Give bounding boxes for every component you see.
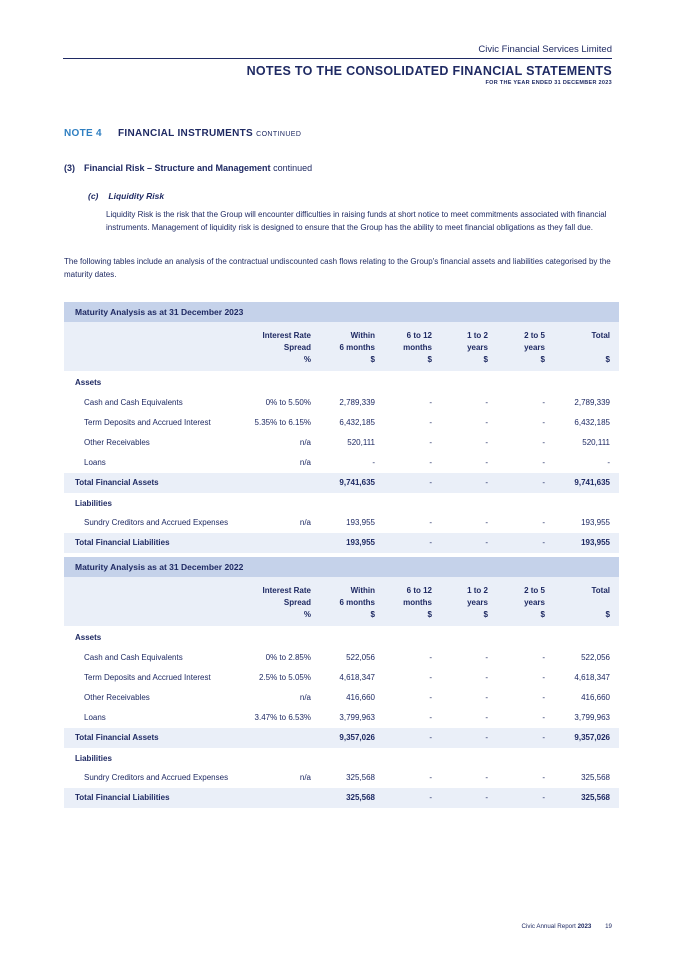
value-cell: -	[542, 793, 545, 802]
value-cell: 522,056	[581, 653, 610, 662]
subsection-label: (c)	[88, 191, 99, 201]
column-header: 1 to 2	[467, 586, 488, 595]
page-subtitle: FOR THE YEAR ENDED 31 DECEMBER 2023	[485, 80, 612, 86]
row-label: Other Receivables	[84, 693, 150, 702]
value-cell: -	[485, 773, 488, 782]
value-cell: 4,618,347	[574, 673, 610, 682]
row-label: Term Deposits and Accrued Interest	[84, 418, 211, 427]
value-cell: -	[429, 418, 432, 427]
page-footer	[522, 923, 612, 930]
table-title: Maturity Analysis as at 31 December 2023	[64, 302, 619, 322]
section-number: (3)	[64, 163, 75, 173]
footer-year: 2023	[577, 923, 592, 930]
value-cell: -	[429, 673, 432, 682]
column-header: Interest Rate	[262, 331, 311, 340]
value-cell: -	[607, 458, 610, 467]
value-cell: -	[429, 713, 432, 722]
value-cell: -	[429, 518, 432, 527]
value-cell: 520,111	[582, 438, 610, 447]
table-row	[64, 648, 619, 668]
total-row	[64, 473, 619, 493]
value-cell: 9,741,635	[339, 478, 375, 487]
value-cell: -	[542, 713, 545, 722]
column-header: $	[483, 355, 488, 365]
value-cell: -	[485, 793, 488, 802]
table-title: Maturity Analysis as at 31 December 2022	[64, 557, 619, 577]
table-row	[64, 433, 619, 453]
group-row	[64, 373, 619, 393]
row-label: Assets	[75, 378, 102, 387]
row-label: Cash and Cash Equivalents	[84, 398, 183, 407]
column-header: months	[403, 598, 432, 608]
column-header: 6 to 12	[406, 586, 432, 595]
value-cell: -	[542, 733, 545, 742]
value-cell: -	[429, 653, 432, 662]
value-cell: -	[429, 538, 432, 547]
table-row	[64, 453, 619, 473]
row-label: Loans	[84, 458, 106, 467]
value-cell: -	[485, 518, 488, 527]
value-cell: 325,568	[346, 793, 375, 802]
column-header: Within	[350, 331, 375, 340]
row-label: Assets	[75, 633, 102, 642]
interest-rate-cell: 5.35% to 6.15%	[254, 418, 311, 427]
table-row	[64, 413, 619, 433]
column-header: $	[370, 355, 375, 365]
interest-rate-cell: n/a	[299, 458, 311, 467]
value-cell: 193,955	[346, 518, 375, 527]
interest-rate-cell: n/a	[299, 773, 311, 782]
column-header: %	[303, 355, 311, 365]
column-header: years	[467, 343, 488, 353]
row-label: Total Financial Liabilities	[75, 793, 170, 802]
value-cell: -	[485, 478, 488, 487]
value-cell: -	[372, 458, 375, 467]
column-header: $	[483, 610, 488, 620]
maturity-table	[64, 557, 619, 808]
value-cell: -	[429, 438, 432, 447]
value-cell: 325,568	[346, 773, 375, 782]
row-label: Cash and Cash Equivalents	[84, 653, 183, 662]
column-header: $	[540, 355, 545, 365]
value-cell: -	[485, 693, 488, 702]
value-cell: -	[542, 478, 545, 487]
value-cell: 416,660	[346, 693, 375, 702]
subsection-heading	[88, 191, 164, 201]
section-heading	[64, 163, 312, 173]
column-header: Within	[350, 586, 375, 595]
value-cell: 325,568	[581, 773, 610, 782]
table-row	[64, 688, 619, 708]
row-label: Other Receivables	[84, 438, 150, 447]
table-header	[64, 577, 619, 626]
interest-rate-cell: 2.5% to 5.05%	[258, 673, 311, 682]
table-row	[64, 513, 619, 533]
value-cell: 522,056	[346, 653, 375, 662]
column-header: years	[524, 343, 545, 353]
page-number: 19	[605, 923, 612, 930]
column-header: 6 months	[339, 343, 375, 353]
header-rule	[63, 58, 612, 59]
column-header: $	[427, 610, 432, 620]
table-row	[64, 668, 619, 688]
value-cell: -	[542, 653, 545, 662]
liquidity-risk-paragraph: Liquidity Risk is the risk that the Group will encounter difficulties in raising funds at short notice to meet commitments associated with financial instruments. Management of liquidity risk is designed to ensure that the Group has the ability to meet financial obligations as they fall due.	[106, 210, 607, 233]
value-cell: -	[542, 438, 545, 447]
subsection-title: Liquidity Risk	[108, 191, 165, 201]
value-cell: 2,789,339	[339, 398, 375, 407]
row-label: Term Deposits and Accrued Interest	[84, 673, 211, 682]
interest-rate-cell: n/a	[299, 518, 311, 527]
interest-rate-cell: 0% to 5.50%	[265, 398, 311, 407]
value-cell: -	[542, 673, 545, 682]
column-header: $	[427, 355, 432, 365]
value-cell: 3,799,963	[574, 713, 610, 722]
column-header: years	[524, 598, 545, 608]
value-cell: 9,357,026	[339, 733, 375, 742]
value-cell: -	[542, 458, 545, 467]
page-title: NOTES TO THE CONSOLIDATED FINANCIAL STATEMENTS	[246, 64, 612, 78]
value-cell: -	[429, 693, 432, 702]
column-header: 2 to 5	[524, 586, 545, 595]
row-label: Total Financial Liabilities	[75, 538, 170, 547]
value-cell: 6,432,185	[574, 418, 610, 427]
value-cell: -	[542, 538, 545, 547]
table-row	[64, 393, 619, 413]
value-cell: -	[485, 438, 488, 447]
value-cell: 520,111	[347, 438, 375, 447]
column-header: 6 to 12	[406, 331, 432, 340]
value-cell: 4,618,347	[339, 673, 375, 682]
note-continued: CONTINUED	[256, 131, 302, 138]
row-label: Sundry Creditors and Accrued Expenses	[84, 773, 229, 782]
row-label: Sundry Creditors and Accrued Expenses	[84, 518, 229, 527]
note-heading	[64, 128, 302, 139]
value-cell: -	[429, 733, 432, 742]
column-header: $	[370, 610, 375, 620]
value-cell: 193,955	[581, 518, 610, 527]
group-row	[64, 494, 619, 514]
column-header: 2 to 5	[524, 331, 545, 340]
row-label: Liabilities	[75, 754, 112, 763]
value-cell: 325,568	[581, 793, 610, 802]
value-cell: -	[429, 458, 432, 467]
value-cell: -	[485, 458, 488, 467]
value-cell: -	[485, 418, 488, 427]
column-header: Spread	[283, 343, 311, 353]
group-row	[64, 628, 619, 648]
interest-rate-cell: 3.47% to 6.53%	[254, 713, 311, 722]
column-header: Spread	[283, 598, 311, 608]
column-header: $	[605, 355, 610, 365]
value-cell: 9,741,635	[574, 478, 610, 487]
value-cell: -	[485, 713, 488, 722]
table-row	[64, 768, 619, 788]
value-cell: -	[429, 398, 432, 407]
row-label: Liabilities	[75, 499, 112, 508]
value-cell: -	[485, 538, 488, 547]
column-header: 6 months	[339, 598, 375, 608]
value-cell: -	[485, 398, 488, 407]
value-cell: -	[542, 518, 545, 527]
value-cell: -	[485, 733, 488, 742]
group-row	[64, 749, 619, 769]
interest-rate-cell: n/a	[299, 693, 311, 702]
total-row	[64, 788, 619, 808]
interest-rate-cell: 0% to 2.85%	[265, 653, 311, 662]
note-number: NOTE 4	[64, 128, 102, 139]
table-header	[64, 322, 619, 371]
value-cell: -	[429, 793, 432, 802]
value-cell: -	[429, 773, 432, 782]
value-cell: 193,955	[346, 538, 375, 547]
column-header: %	[303, 610, 311, 620]
column-header: years	[467, 598, 488, 608]
value-cell: -	[542, 418, 545, 427]
value-cell: 2,789,339	[574, 398, 610, 407]
table-row	[64, 708, 619, 728]
column-header: $	[605, 610, 610, 620]
maturity-table	[64, 302, 619, 553]
column-header: Interest Rate	[262, 586, 311, 595]
value-cell: 9,357,026	[574, 733, 610, 742]
value-cell: -	[542, 773, 545, 782]
section-continued: continued	[273, 163, 313, 173]
value-cell: 6,432,185	[339, 418, 375, 427]
note-title-text: FINANCIAL INSTRUMENTS	[118, 128, 254, 139]
company-name: Civic Financial Services Limited	[478, 44, 612, 55]
column-header: months	[403, 343, 432, 353]
note-title	[118, 128, 301, 139]
value-cell: -	[542, 398, 545, 407]
value-cell: 3,799,963	[339, 713, 375, 722]
total-row	[64, 533, 619, 553]
total-row	[64, 728, 619, 748]
column-header: $	[540, 610, 545, 620]
row-label: Total Financial Assets	[75, 478, 159, 487]
interest-rate-cell: n/a	[299, 438, 311, 447]
value-cell: -	[542, 693, 545, 702]
column-header: Total	[591, 331, 610, 340]
column-header: Total	[591, 586, 610, 595]
value-cell: 193,955	[581, 538, 610, 547]
value-cell: -	[485, 673, 488, 682]
row-label: Loans	[84, 713, 106, 722]
value-cell: -	[429, 478, 432, 487]
section-title: Financial Risk – Structure and Management	[84, 163, 271, 173]
footer-report: Civic Annual Report	[521, 923, 576, 930]
intro-paragraph: The following tables include an analysis of the contractual undiscounted cash flows relating to the Group's financial assets and liabilities categorised by the maturity dates.	[64, 257, 611, 280]
row-label: Total Financial Assets	[75, 733, 159, 742]
column-header: 1 to 2	[467, 331, 488, 340]
value-cell: -	[485, 653, 488, 662]
value-cell: 416,660	[581, 693, 610, 702]
